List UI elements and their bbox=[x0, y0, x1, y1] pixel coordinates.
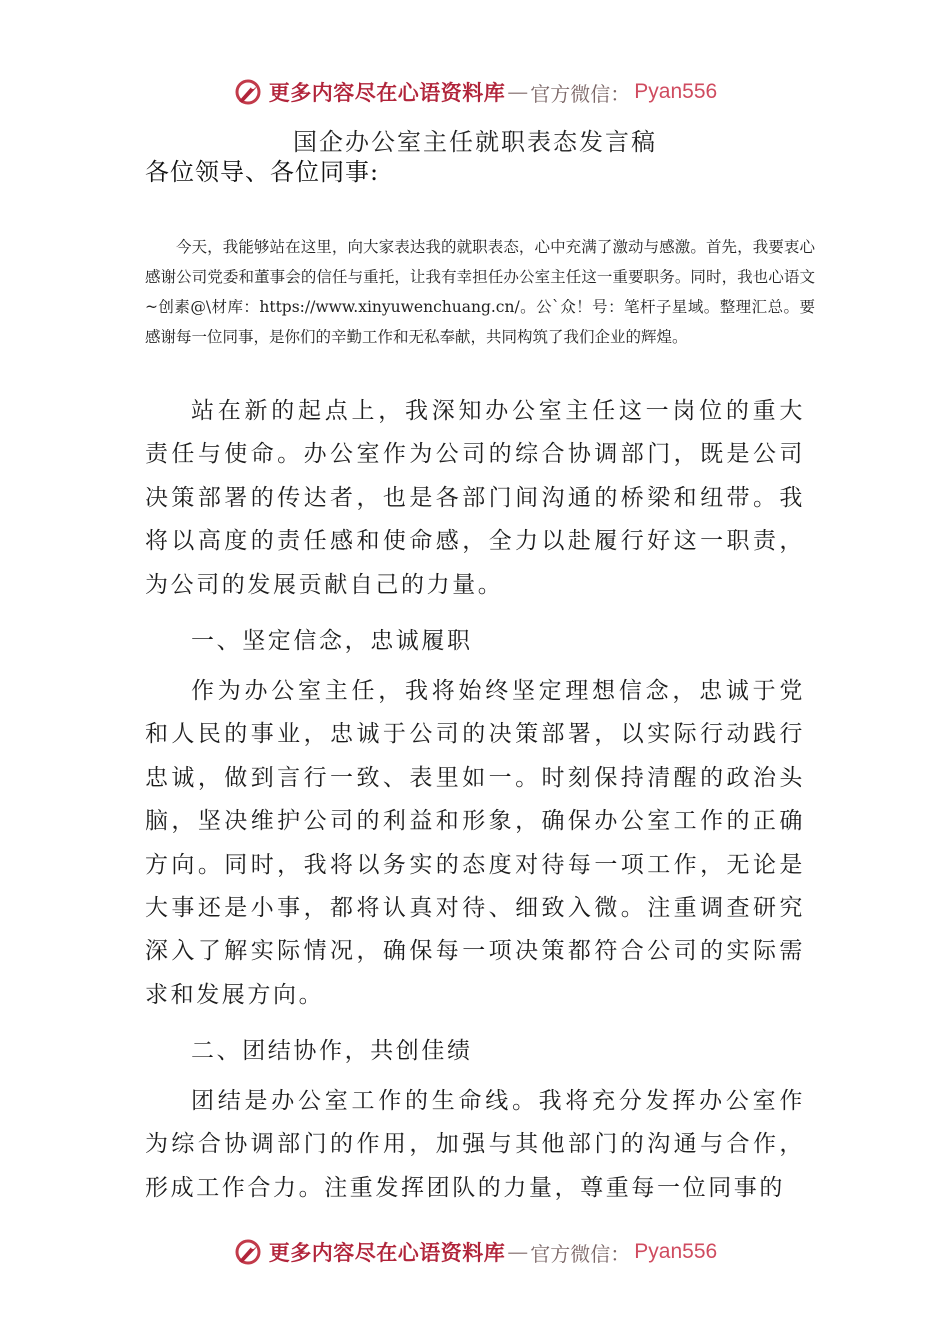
pen-swirl-logo-icon bbox=[233, 1237, 263, 1267]
section-heading-2: 二、团结协作，共创佳绩 bbox=[191, 1038, 473, 1064]
section-heading-1: 一、坚定信念，忠诚履职 bbox=[191, 628, 473, 654]
paragraph-1: 站在新的起点上，我深知办公室主任这一岗位的重大责任与使命。办公室作为公司的综合协调部门，既是公司决策部署的传达者，也是各部门间沟通的桥梁和纽带。我将以高度的责任感和使命感，全力以赴履行好这一职责，为公司的发展贡献自己的力量。 bbox=[145, 398, 805, 598]
banner-wechat-id: Pyan556 bbox=[634, 80, 718, 103]
header-watermark-banner bbox=[0, 72, 950, 112]
footer-watermark-banner bbox=[0, 1232, 950, 1272]
document-title: 国企办公室主任就职表态发言稿 bbox=[293, 128, 657, 156]
banner-sub-text: 官方微信： bbox=[530, 1241, 631, 1266]
paragraph-3: 团结是办公室工作的生命线。我将充分发挥办公室作为综合协调部门的作用，加强与其他部门的沟通与合作，形成工作合力。注重发挥团队的力量，尊重每一位同事的 bbox=[145, 1088, 805, 1201]
banner-main-text: 更多内容尽在心语资料库 bbox=[268, 80, 506, 105]
banner-dash: — bbox=[507, 80, 529, 104]
greeting: 各位领导、各位同事: bbox=[145, 158, 380, 186]
intro-paragraph: 今天，我能够站在这里，向大家表达我的就职表态，心中充满了激动与感激。首先，我要衷心感谢公司党委和董事会的信任与重托，让我有幸担任办公室主任这一重要职务。同时，我也心语文~创素@\材库：https://www.xinyuwenchuang.cn/。公`众！号：笔杆子星域。整理汇总。要感谢每一位同事，是你们的辛勤工作和无私奉献，共同构筑了我们企业的辉煌。 bbox=[145, 238, 815, 346]
pen-swirl-logo-icon bbox=[233, 77, 263, 107]
banner-main-text: 更多内容尽在心语资料库 bbox=[268, 1240, 506, 1265]
paragraph-2: 作为办公室主任，我将始终坚定理想信念，忠诚于党和人民的事业，忠诚于公司的决策部署，以实际行动践行忠诚，做到言行一致、表里如一。时刻保持清醒的政治头脑，坚决维护公司的利益和形象，确保办公室工作的正确方向。同时，我将以务实的态度对待每一项工作，无论是大事还是小事，都将认真对待、细致入微。注重调查研究深入了解实际情况，确保每一项决策都符合公司的实际需求和发展方向。 bbox=[145, 678, 805, 1008]
banner-wechat-id: Pyan556 bbox=[634, 1240, 718, 1263]
banner-dash: — bbox=[507, 1240, 529, 1264]
banner-sub-text: 官方微信： bbox=[530, 81, 631, 106]
